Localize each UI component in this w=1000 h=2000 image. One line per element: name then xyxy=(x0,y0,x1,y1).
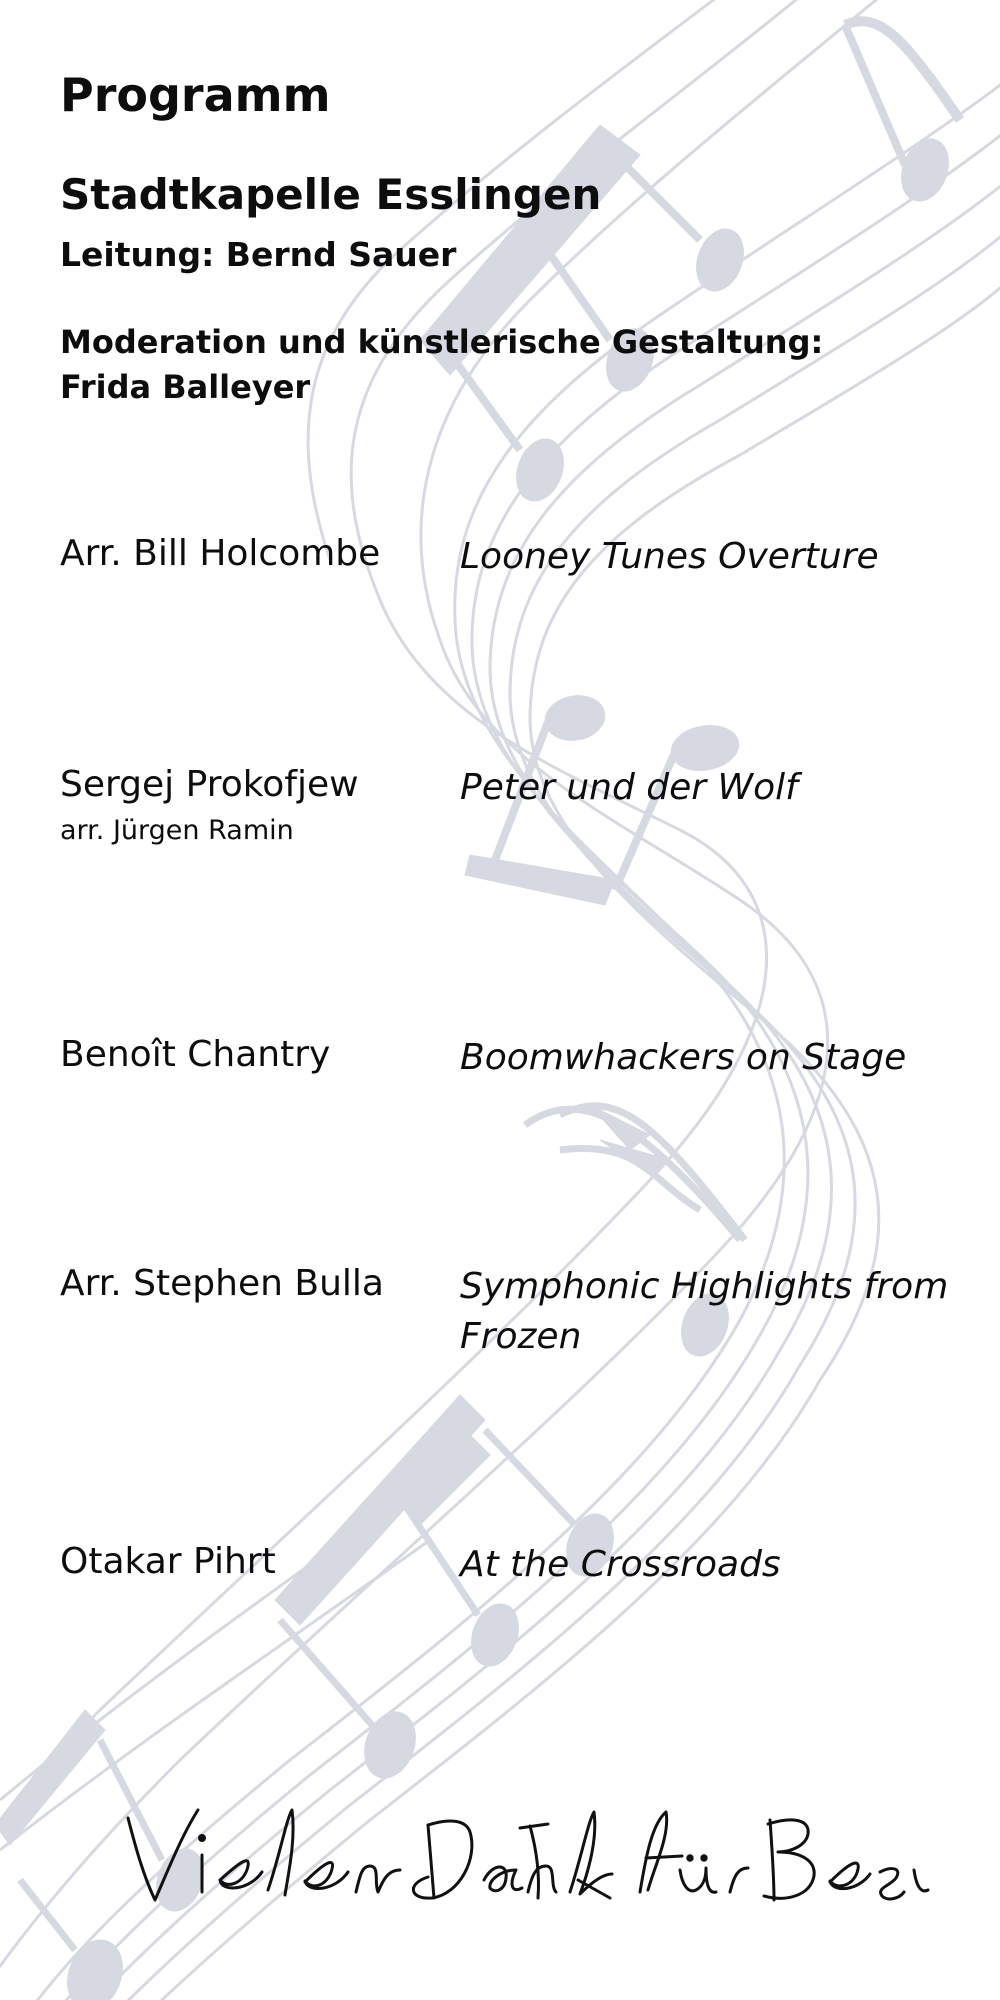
thank-you-signature xyxy=(110,1800,930,1910)
piece-title: Peter und der Wolf xyxy=(460,767,798,808)
arranger-name: arr. Jürgen Ramin xyxy=(60,815,294,846)
piece-title: At the Crossroads xyxy=(460,1544,781,1585)
moderation-label: Moderation und künstlerische Gestaltung: xyxy=(60,323,824,361)
composer-name: Sergej Prokofjew xyxy=(60,764,359,805)
conductor-line: Leitung: Bernd Sauer xyxy=(60,235,457,274)
moderation-block xyxy=(60,320,823,411)
ensemble-name: Stadtkapelle Esslingen xyxy=(60,170,602,219)
composer-name: Arr. Stephen Bulla xyxy=(60,1263,384,1304)
composer-name: Benoît Chantry xyxy=(60,1034,331,1075)
piece-title: Symphonic Highlights from Frozen xyxy=(460,1266,949,1357)
composer-name: Arr. Bill Holcombe xyxy=(60,533,381,574)
composer-name: Otakar Pihrt xyxy=(60,1541,276,1582)
piece-title: Looney Tunes Overture xyxy=(460,536,879,577)
page-title: Programm xyxy=(60,68,331,122)
moderation-name: Frida Balleyer xyxy=(60,368,311,407)
piece-title: Boomwhackers on Stage xyxy=(460,1037,907,1078)
